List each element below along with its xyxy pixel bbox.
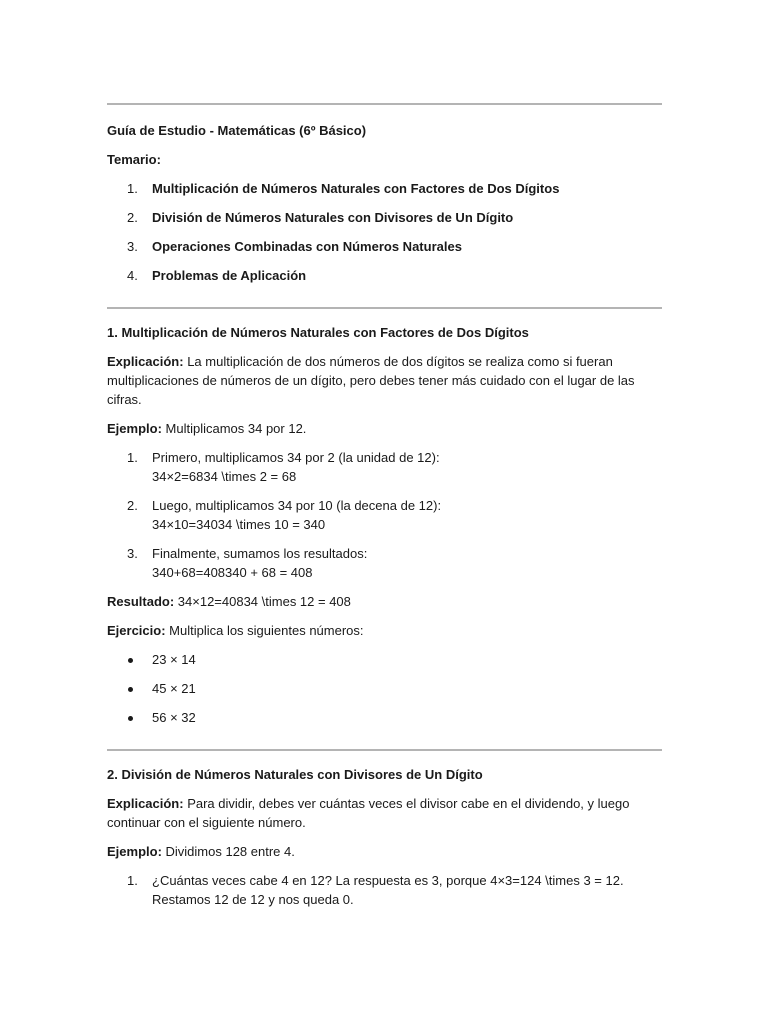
exercise-list bbox=[107, 650, 662, 727]
ejemplo-paragraph bbox=[107, 419, 662, 438]
document-page bbox=[107, 0, 662, 909]
list-item bbox=[107, 179, 662, 198]
divider bbox=[107, 307, 662, 309]
list-item bbox=[107, 237, 662, 256]
ejercicio-text: Multiplica los siguientes números: bbox=[165, 623, 364, 638]
list-number: 3. bbox=[127, 546, 138, 561]
temario-item: Problemas de Aplicación bbox=[152, 268, 307, 283]
explicacion-label: Explicación: bbox=[107, 796, 184, 811]
ejemplo-label: Ejemplo: bbox=[107, 421, 162, 436]
list-number: 3. bbox=[127, 239, 138, 254]
bullet-icon bbox=[128, 687, 133, 692]
list-number: 2. bbox=[127, 210, 138, 225]
step-text: Finalmente, sumamos los resultados: bbox=[152, 546, 368, 561]
resultado-label: Resultado: bbox=[107, 594, 175, 609]
list-item bbox=[107, 871, 662, 909]
bullet-icon bbox=[128, 716, 133, 721]
ejemplo-paragraph bbox=[107, 842, 662, 861]
list-number: 1. bbox=[127, 873, 138, 888]
list-number: 1. bbox=[127, 450, 138, 465]
ejercicio-paragraph bbox=[107, 621, 662, 640]
temario-item: Operaciones Combinadas con Números Naturales bbox=[152, 239, 462, 254]
explicacion-paragraph bbox=[107, 352, 662, 409]
list-item bbox=[107, 208, 662, 227]
step-text: ¿Cuántas veces cabe 4 en 12? La respuesta es 3, porque 4×3=124 \times 3 = 12. bbox=[152, 873, 624, 888]
list-number: 1. bbox=[127, 181, 138, 196]
ejemplo-text: Multiplicamos 34 por 12. bbox=[161, 421, 307, 436]
list-number: 2. bbox=[127, 498, 138, 513]
temario-item: División de Números Naturales con Divisores de Un Dígito bbox=[152, 210, 514, 225]
explicacion-paragraph bbox=[107, 794, 662, 832]
explicacion-text: Para dividir, debes ver cuántas veces el divisor cabe en el dividendo, y luego continuar con el siguiente número. bbox=[107, 796, 630, 830]
temario-item: Multiplicación de Números Naturales con Factores de Dos Dígitos bbox=[152, 181, 560, 196]
temario-label: Temario: bbox=[107, 152, 161, 167]
divider-top bbox=[107, 103, 662, 105]
temario-list bbox=[107, 179, 662, 285]
section-heading: 1. Multiplicación de Números Naturales con Factores de Dos Dígitos bbox=[107, 325, 529, 340]
exercise-item: 56 × 32 bbox=[152, 710, 196, 725]
steps-list bbox=[107, 871, 662, 909]
document-title: Guía de Estudio - Matemáticas (6º Básico) bbox=[107, 123, 367, 138]
bullet-icon bbox=[128, 658, 133, 663]
step-formula: Restamos 12 de 12 y nos queda 0. bbox=[152, 892, 354, 907]
list-item bbox=[107, 650, 662, 669]
steps-list bbox=[107, 448, 662, 582]
ejercicio-label: Ejercicio: bbox=[107, 623, 166, 638]
section-heading: 2. División de Números Naturales con Divisores de Un Dígito bbox=[107, 767, 483, 782]
step-text: Luego, multiplicamos 34 por 10 (la decena de 12): bbox=[152, 498, 442, 513]
list-number: 4. bbox=[127, 268, 138, 283]
step-formula: 340+68=408340 + 68 = 408 bbox=[152, 565, 313, 580]
explicacion-label: Explicación: bbox=[107, 354, 184, 369]
resultado-paragraph bbox=[107, 592, 662, 611]
step-formula: 34×10=34034 \times 10 = 340 bbox=[152, 517, 326, 532]
list-item bbox=[107, 544, 662, 582]
list-item bbox=[107, 266, 662, 285]
resultado-text: 34×12=40834 \times 12 = 408 bbox=[174, 594, 351, 609]
list-item bbox=[107, 496, 662, 534]
ejemplo-text: Dividimos 128 entre 4. bbox=[161, 844, 295, 859]
exercise-item: 45 × 21 bbox=[152, 681, 196, 696]
ejemplo-label: Ejemplo: bbox=[107, 844, 162, 859]
list-item bbox=[107, 448, 662, 486]
exercise-item: 23 × 14 bbox=[152, 652, 196, 667]
divider bbox=[107, 749, 662, 751]
step-formula: 34×2=6834 \times 2 = 68 bbox=[152, 469, 297, 484]
explicacion-text: La multiplicación de dos números de dos dígitos se realiza como si fueran multiplicaciones de números de un dígito, pero debes tener más cuidado con el lugar de las cifras. bbox=[107, 354, 635, 407]
list-item bbox=[107, 679, 662, 698]
step-text: Primero, multiplicamos 34 por 2 (la unidad de 12): bbox=[152, 450, 440, 465]
list-item bbox=[107, 708, 662, 727]
